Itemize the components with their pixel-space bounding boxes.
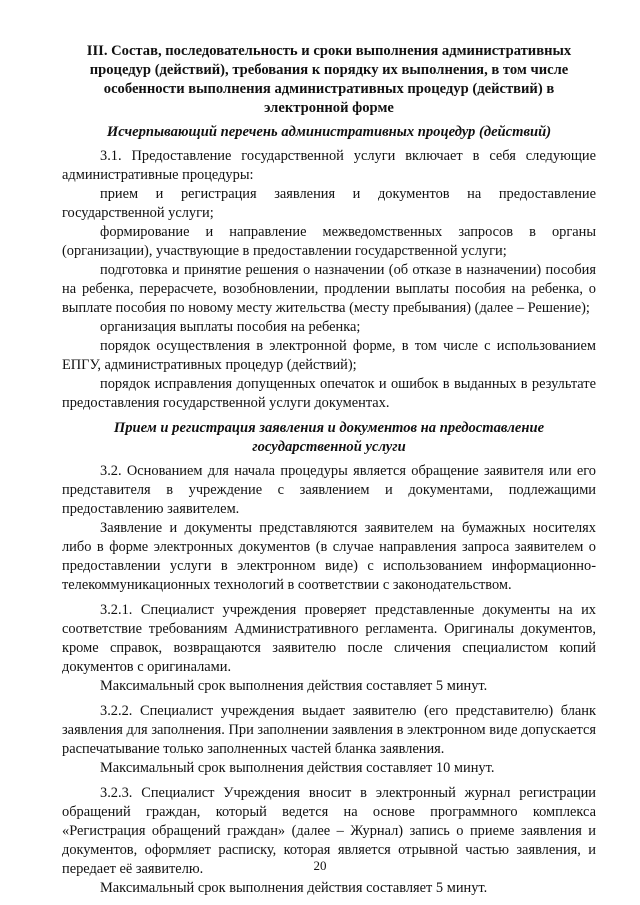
subsection-title-reception: Прием и регистрация заявления и документов на предоставление государственной услуги xyxy=(113,420,545,455)
list-item-payment: организация выплаты пособия на ребенка; xyxy=(100,319,361,335)
list-item-electronic-form: порядок осуществления в электронной форме, в том числе с использованием ЕПГУ, административных процедур (действий); xyxy=(62,338,596,373)
page-number: 20 xyxy=(313,858,327,873)
paragraph-max-time-3: Максимальный срок выполнения действия составляет 5 минут. xyxy=(100,880,488,896)
subsection-title-procedures-list: Исчерпывающий перечень административных процедур (действий) xyxy=(106,124,552,140)
list-item-corrections: порядок исправления допущенных опечаток и ошибок в выданных в результате предоставления государственной услуги документах. xyxy=(62,376,596,411)
list-item-decision: подготовка и принятие решения о назначении (об отказе в назначении) пособия на ребенка, перерасчете, возобновлении, продлении выплаты пособия на ребенка, о выплате пособия по новому месту жительства (месту пребывания) (далее – Решение); xyxy=(62,262,596,316)
paragraph-submission: Заявление и документы представляются заявителем на бумажных носителях либо в форме электронных документов (в случае направления запроса заявителем о предоставлении услуги в электронном виде) с использованием информационно-телекоммуникационных технологий в соответствии с законодательством. xyxy=(62,520,596,593)
reception-body xyxy=(62,462,596,898)
paragraph-3-1: 3.1. Предоставление государственной услуги включает в себя следующие административные процедуры: xyxy=(62,148,596,183)
paragraph-3-2: 3.2. Основанием для начала процедуры является обращение заявителя или его представителя в учреждение с заявлением и документами, подлежащими предоставлению заявителем. xyxy=(62,463,596,517)
section-title: III. Состав, последовательность и сроки выполнения административных процедур (действий), требования к порядку их выполнения, в том числе особенности выполнения административных процедур (действий) в электронной форме xyxy=(86,43,572,116)
paragraph-3-2-2: 3.2.2. Специалист учреждения выдает заявителю (его представителю) бланк заявления для заполнения. При заполнении заявления в электронном виде допускается распечатывание только заполненных частей бланка заявления. xyxy=(62,703,596,757)
paragraph-max-time-2: Максимальный срок выполнения действия составляет 10 минут. xyxy=(100,760,495,776)
paragraph-max-time-1: Максимальный срок выполнения действия составляет 5 минут. xyxy=(100,678,488,694)
paragraph-3-2-1: 3.2.1. Специалист учреждения проверяет представленные документы на их соответствие требованиям Административного регламента. Оригиналы документов, кроме справок, возвращаются заявителю после сличения специалистом копий документов с оригиналами. xyxy=(62,602,596,675)
procedures-list-body xyxy=(62,147,596,413)
paragraph-3-2-3: 3.2.3. Специалист Учреждения вносит в электронный журнал регистрации обращений граждан, который ведется на основе программного комплекса «Регистрация обращений граждан» (далее – Журнал) запись о приеме заявления и документов, оформляет расписку, которая является отрывной частью заявления, и передает её заявителю. xyxy=(62,785,596,877)
list-item-interagency-requests: формирование и направление межведомственных запросов в органы (организации), участвующие в предоставлении государственной услуги; xyxy=(62,224,596,259)
list-item-reception: прием и регистрация заявления и документов на предоставление государственной услуги; xyxy=(62,186,596,221)
